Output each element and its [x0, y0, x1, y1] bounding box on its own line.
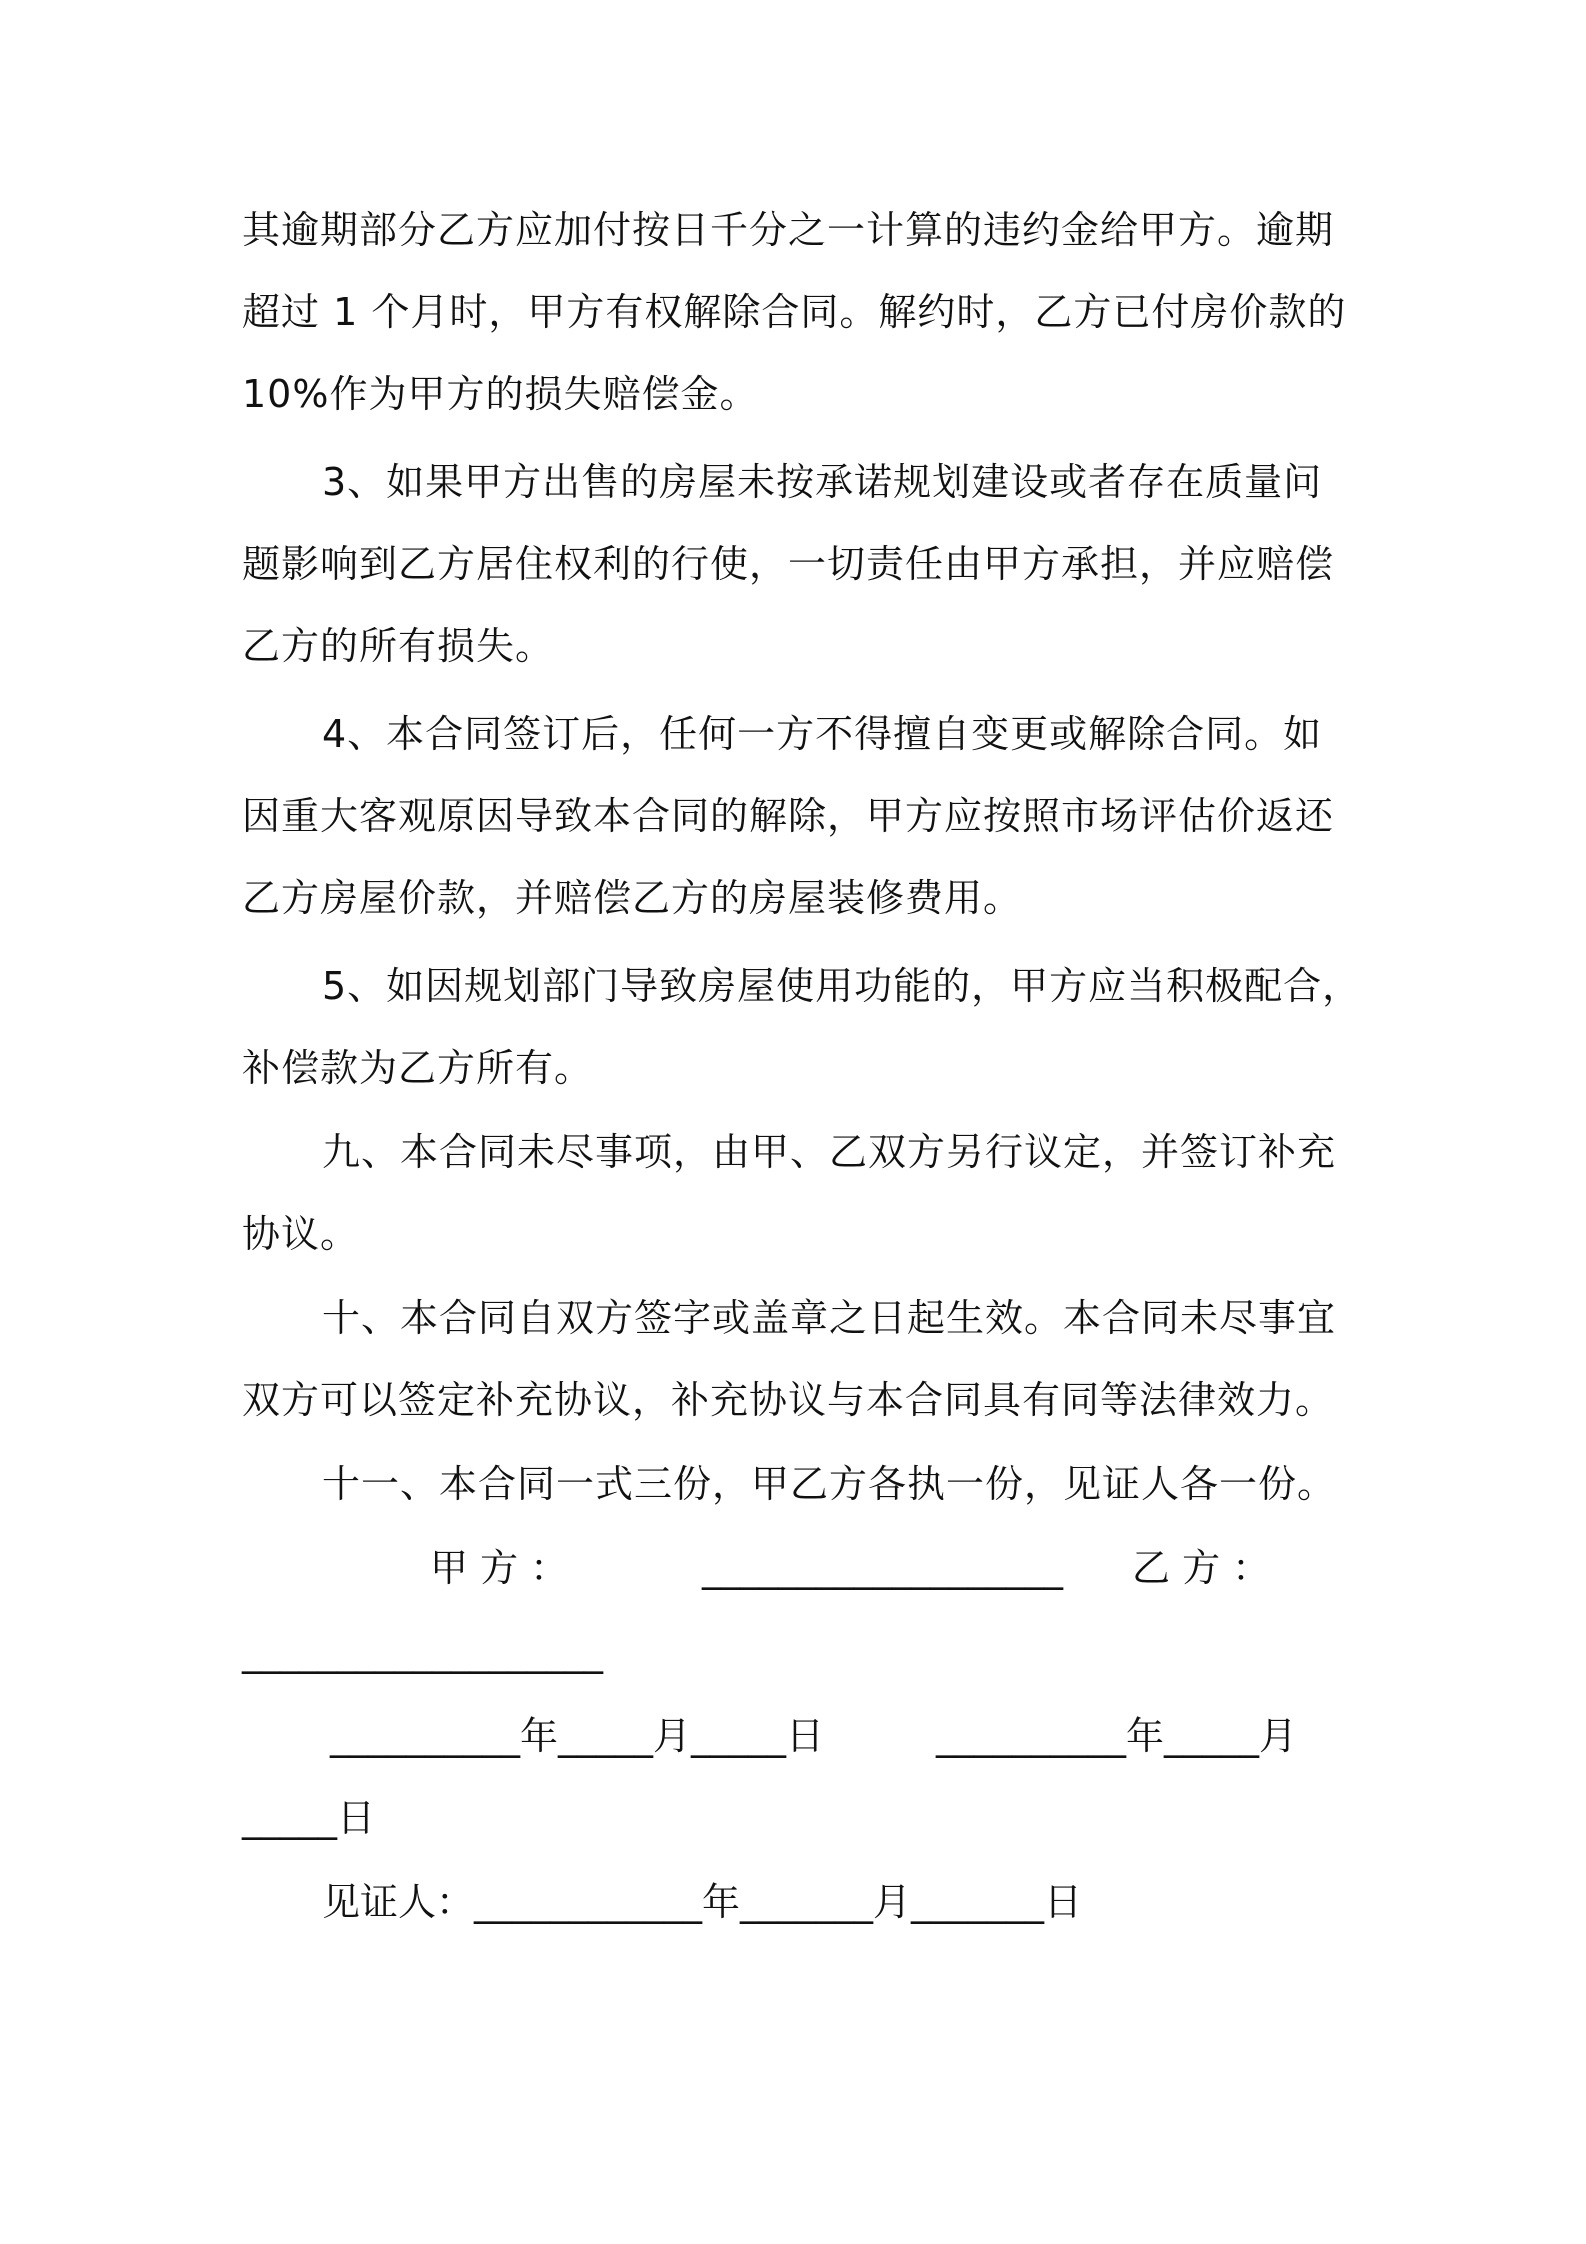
party-b-label: 乙 方 ：	[1132, 1546, 1271, 1590]
paragraph-line: 题影响到乙方居住权利的行使，一切责任由甲方承担，并应赔偿	[242, 542, 1335, 586]
party-b-signature-blank: ___________________	[242, 1630, 603, 1674]
paragraph-line: 补偿款为乙方所有。	[242, 1046, 594, 1090]
party-a-label: 甲 方 ：	[430, 1546, 569, 1590]
paragraph-line: 超过 1 个月时，甲方有权解除合同。解约时，乙方已付房价款的	[242, 290, 1347, 334]
paragraph-line: 其逾期部分乙方应加付按日千分之一计算的违约金给甲方。逾期	[242, 208, 1335, 252]
paragraph-line: 10%作为甲方的损失赔偿金。	[242, 372, 759, 416]
paragraph-line: 协议。	[242, 1212, 360, 1256]
party-b-date: __________年_____月	[936, 1714, 1298, 1758]
party-b-date-day: _____日	[242, 1796, 376, 1840]
paragraph-line: 双方可以签定补充协议，补充协议与本合同具有同等法律效力。	[242, 1378, 1335, 1422]
clause-3-line: 3、如果甲方出售的房屋未按承诺规划建设或者存在质量问	[322, 460, 1323, 504]
article-10-line: 十、本合同自双方签字或盖章之日起生效。本合同未尽事宜	[322, 1296, 1337, 1340]
witness-line: 见证人：____________年_______月_______日	[322, 1880, 1083, 1924]
clause-5-line: 5、如因规划部门导致房屋使用功能的，甲方应当积极配合，	[322, 964, 1362, 1008]
party-a-date: __________年_____月_____日	[330, 1714, 825, 1758]
clause-4-line: 4、本合同签订后，任何一方不得擅自变更或解除合同。如	[322, 712, 1323, 756]
article-9-line: 九、本合同未尽事项，由甲、乙双方另行议定，并签订补充	[322, 1130, 1337, 1174]
paragraph-line: 乙方房屋价款，并赔偿乙方的房屋装修费用。	[242, 876, 1023, 920]
article-11-line: 十一、本合同一式三份，甲乙方各执一份，见证人各一份。	[322, 1462, 1337, 1506]
party-a-signature-blank: ___________________	[702, 1546, 1063, 1590]
paragraph-line: 乙方的所有损失。	[242, 624, 555, 668]
paragraph-line: 因重大客观原因导致本合同的解除，甲方应按照市场评估价返还	[242, 794, 1335, 838]
